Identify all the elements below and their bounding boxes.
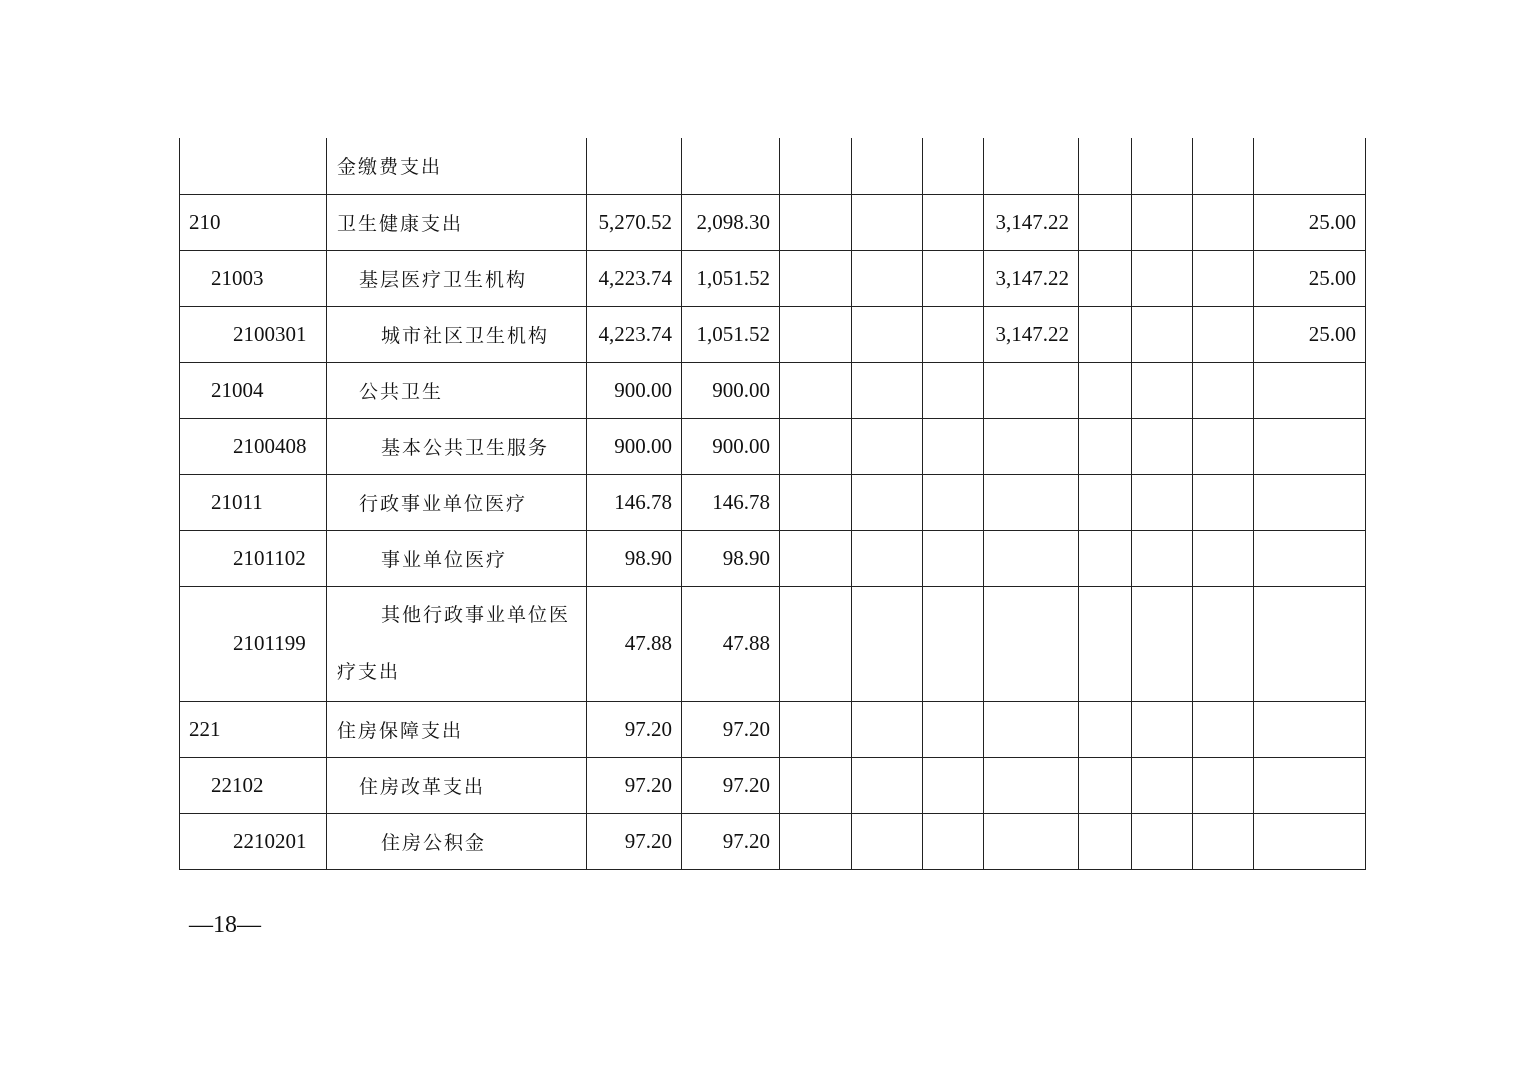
value-cell bbox=[923, 194, 984, 250]
value-cell bbox=[780, 813, 852, 869]
subject-name: 住房公积金 bbox=[327, 813, 587, 869]
value-cell bbox=[852, 194, 923, 250]
value-cell bbox=[852, 586, 923, 701]
value-cell bbox=[1132, 138, 1193, 194]
table-row bbox=[180, 586, 1366, 701]
subject-code: 22102 bbox=[180, 757, 327, 813]
value-cell bbox=[1079, 813, 1132, 869]
value-cell bbox=[1132, 250, 1193, 306]
value-cell bbox=[1079, 474, 1132, 530]
value-cell bbox=[852, 138, 923, 194]
subject-name: 住房改革支出 bbox=[327, 757, 587, 813]
subject-code: 2210201 bbox=[180, 813, 327, 869]
value-cell bbox=[1132, 586, 1193, 701]
value-cell bbox=[1193, 813, 1254, 869]
value-cell bbox=[682, 138, 780, 194]
value-cell: 4,223.74 bbox=[587, 306, 682, 362]
value-cell: 25.00 bbox=[1254, 306, 1366, 362]
subject-code: 21011 bbox=[180, 474, 327, 530]
value-cell bbox=[1193, 250, 1254, 306]
value-cell bbox=[923, 530, 984, 586]
value-cell bbox=[1193, 306, 1254, 362]
value-cell bbox=[984, 701, 1079, 757]
value-cell: 98.90 bbox=[682, 530, 780, 586]
value-cell bbox=[923, 813, 984, 869]
subject-name bbox=[327, 586, 587, 701]
value-cell bbox=[1079, 250, 1132, 306]
value-cell bbox=[587, 138, 682, 194]
value-cell bbox=[984, 586, 1079, 701]
subject-code: 221 bbox=[180, 701, 327, 757]
value-cell bbox=[780, 530, 852, 586]
value-cell: 25.00 bbox=[1254, 250, 1366, 306]
value-cell bbox=[1254, 757, 1366, 813]
value-cell bbox=[852, 813, 923, 869]
subject-name: 城市社区卫生机构 bbox=[327, 306, 587, 362]
value-cell bbox=[1193, 586, 1254, 701]
value-cell: 47.88 bbox=[587, 586, 682, 701]
value-cell bbox=[852, 701, 923, 757]
value-cell: 1,051.52 bbox=[682, 250, 780, 306]
value-cell bbox=[1254, 530, 1366, 586]
value-cell: 3,147.22 bbox=[984, 306, 1079, 362]
subject-name: 卫生健康支出 bbox=[327, 194, 587, 250]
value-cell bbox=[852, 530, 923, 586]
value-cell bbox=[984, 362, 1079, 418]
value-cell: 3,147.22 bbox=[984, 194, 1079, 250]
table-row bbox=[180, 362, 1366, 418]
value-cell bbox=[1079, 701, 1132, 757]
table-row bbox=[180, 250, 1366, 306]
subject-name: 行政事业单位医疗 bbox=[327, 474, 587, 530]
value-cell bbox=[852, 757, 923, 813]
value-cell bbox=[1254, 138, 1366, 194]
value-cell bbox=[852, 474, 923, 530]
value-cell: 900.00 bbox=[587, 362, 682, 418]
value-cell: 97.20 bbox=[682, 813, 780, 869]
value-cell bbox=[852, 306, 923, 362]
subject-name: 基层医疗卫生机构 bbox=[327, 250, 587, 306]
value-cell bbox=[780, 474, 852, 530]
value-cell bbox=[1193, 530, 1254, 586]
value-cell bbox=[780, 701, 852, 757]
value-cell bbox=[1254, 418, 1366, 474]
value-cell: 97.20 bbox=[682, 701, 780, 757]
value-cell bbox=[923, 250, 984, 306]
table-row bbox=[180, 194, 1366, 250]
value-cell: 3,147.22 bbox=[984, 250, 1079, 306]
value-cell bbox=[780, 418, 852, 474]
value-cell bbox=[1079, 418, 1132, 474]
value-cell bbox=[1132, 194, 1193, 250]
table-row bbox=[180, 306, 1366, 362]
subject-name: 住房保障支出 bbox=[327, 701, 587, 757]
value-cell bbox=[780, 586, 852, 701]
value-cell: 25.00 bbox=[1254, 194, 1366, 250]
subject-code: 2101102 bbox=[180, 530, 327, 586]
subject-name: 公共卫生 bbox=[327, 362, 587, 418]
value-cell bbox=[852, 362, 923, 418]
value-cell bbox=[852, 418, 923, 474]
table-row bbox=[180, 138, 1366, 194]
value-cell bbox=[923, 418, 984, 474]
value-cell: 4,223.74 bbox=[587, 250, 682, 306]
value-cell bbox=[923, 701, 984, 757]
value-cell bbox=[1193, 194, 1254, 250]
value-cell bbox=[984, 813, 1079, 869]
value-cell bbox=[780, 138, 852, 194]
subject-name: 金缴费支出 bbox=[327, 138, 587, 194]
subject-code: 210 bbox=[180, 194, 327, 250]
value-cell: 900.00 bbox=[682, 362, 780, 418]
value-cell: 900.00 bbox=[682, 418, 780, 474]
value-cell bbox=[1132, 362, 1193, 418]
value-cell bbox=[984, 757, 1079, 813]
value-cell bbox=[1193, 362, 1254, 418]
value-cell bbox=[923, 586, 984, 701]
value-cell bbox=[1079, 530, 1132, 586]
value-cell bbox=[984, 138, 1079, 194]
page-number: —18— bbox=[189, 912, 261, 938]
value-cell bbox=[923, 138, 984, 194]
value-cell bbox=[1193, 138, 1254, 194]
value-cell: 900.00 bbox=[587, 418, 682, 474]
value-cell bbox=[923, 362, 984, 418]
subject-code: 2100301 bbox=[180, 306, 327, 362]
value-cell bbox=[1079, 362, 1132, 418]
value-cell: 47.88 bbox=[682, 586, 780, 701]
value-cell bbox=[984, 474, 1079, 530]
value-cell bbox=[923, 757, 984, 813]
value-cell bbox=[1079, 194, 1132, 250]
value-cell bbox=[1254, 813, 1366, 869]
value-cell bbox=[1193, 757, 1254, 813]
value-cell: 146.78 bbox=[682, 474, 780, 530]
table-row bbox=[180, 418, 1366, 474]
value-cell bbox=[923, 306, 984, 362]
value-cell: 146.78 bbox=[587, 474, 682, 530]
subject-code: 21003 bbox=[180, 250, 327, 306]
value-cell bbox=[1132, 757, 1193, 813]
value-cell bbox=[923, 474, 984, 530]
subject-code: 2101199 bbox=[180, 586, 327, 701]
value-cell bbox=[1079, 138, 1132, 194]
table-row bbox=[180, 813, 1366, 869]
value-cell: 98.90 bbox=[587, 530, 682, 586]
value-cell bbox=[1079, 306, 1132, 362]
subject-name: 基本公共卫生服务 bbox=[327, 418, 587, 474]
value-cell: 1,051.52 bbox=[682, 306, 780, 362]
value-cell bbox=[1132, 306, 1193, 362]
value-cell bbox=[1132, 701, 1193, 757]
value-cell bbox=[1254, 701, 1366, 757]
value-cell bbox=[780, 306, 852, 362]
value-cell bbox=[780, 250, 852, 306]
value-cell bbox=[1254, 474, 1366, 530]
budget-expenditure-table bbox=[179, 138, 1366, 870]
value-cell: 97.20 bbox=[682, 757, 780, 813]
value-cell bbox=[1132, 418, 1193, 474]
value-cell bbox=[984, 530, 1079, 586]
value-cell bbox=[780, 757, 852, 813]
value-cell: 2,098.30 bbox=[682, 194, 780, 250]
value-cell: 97.20 bbox=[587, 813, 682, 869]
value-cell bbox=[780, 194, 852, 250]
subject-code bbox=[180, 138, 327, 194]
value-cell bbox=[1193, 701, 1254, 757]
table-row bbox=[180, 757, 1366, 813]
value-cell: 97.20 bbox=[587, 701, 682, 757]
table-row bbox=[180, 530, 1366, 586]
value-cell bbox=[852, 250, 923, 306]
value-cell bbox=[780, 362, 852, 418]
value-cell bbox=[984, 418, 1079, 474]
table-row bbox=[180, 701, 1366, 757]
subject-name-line2: 疗支出 bbox=[337, 660, 401, 683]
value-cell bbox=[1254, 362, 1366, 418]
value-cell bbox=[1132, 813, 1193, 869]
table-row bbox=[180, 474, 1366, 530]
value-cell bbox=[1132, 530, 1193, 586]
subject-code: 2100408 bbox=[180, 418, 327, 474]
value-cell: 97.20 bbox=[587, 757, 682, 813]
value-cell bbox=[1079, 757, 1132, 813]
value-cell bbox=[1193, 474, 1254, 530]
value-cell bbox=[1254, 586, 1366, 701]
subject-code: 21004 bbox=[180, 362, 327, 418]
subject-name-line1: 其他行政事业单位医 bbox=[381, 603, 571, 626]
subject-name: 事业单位医疗 bbox=[327, 530, 587, 586]
value-cell bbox=[1132, 474, 1193, 530]
value-cell bbox=[1193, 418, 1254, 474]
value-cell bbox=[1079, 586, 1132, 701]
value-cell: 5,270.52 bbox=[587, 194, 682, 250]
